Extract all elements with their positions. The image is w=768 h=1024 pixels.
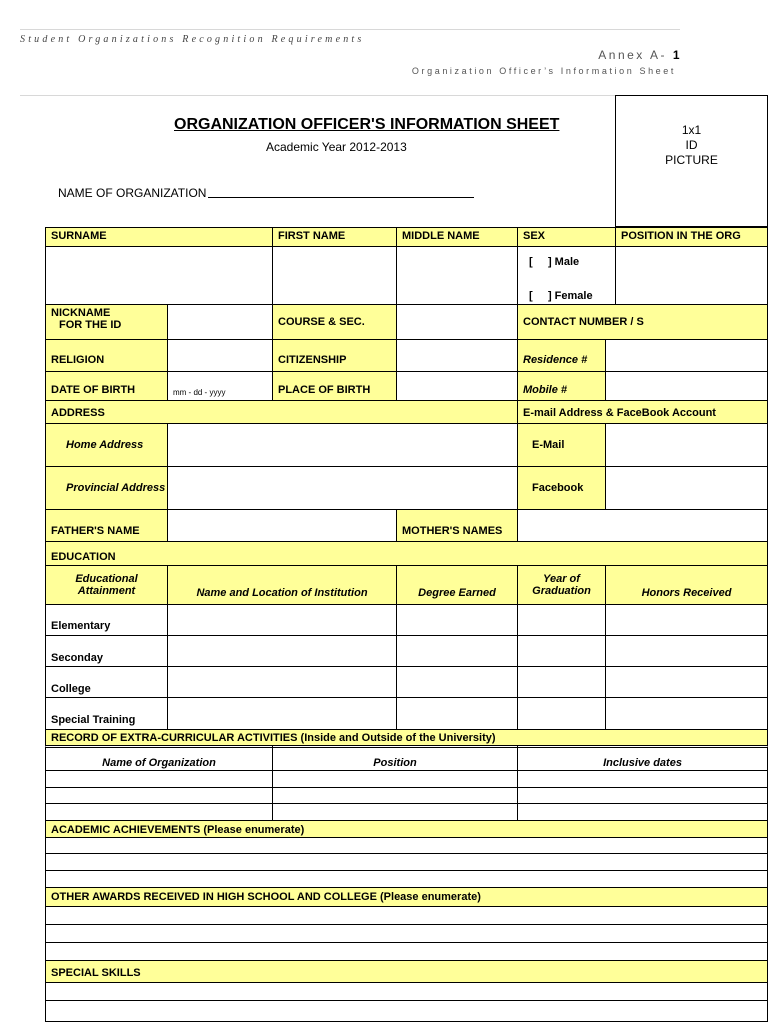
org-name-line[interactable] xyxy=(208,197,474,198)
middle-name-input[interactable] xyxy=(396,246,518,305)
edu-col-honors: Honors Received xyxy=(605,565,768,605)
residence-label: Residence # xyxy=(517,339,606,372)
email-fb-header: E-mail Address & FaceBook Account xyxy=(517,400,768,424)
annex-number: 1 xyxy=(672,48,682,62)
extra-row-3-org[interactable] xyxy=(45,803,273,821)
provincial-address-label xyxy=(45,466,168,510)
citizenship-input[interactable] xyxy=(396,339,518,372)
mobile-label: Mobile # xyxy=(517,371,606,401)
extra-row-1-position[interactable] xyxy=(272,770,518,788)
edu-col-attainment-l1: Educational xyxy=(75,573,138,585)
edu-college-honors[interactable] xyxy=(605,666,768,698)
education-header: EDUCATION xyxy=(45,541,768,566)
mobile-input[interactable] xyxy=(605,371,768,401)
male-checkbox[interactable]: [ ] Male xyxy=(529,256,580,268)
edu-elementary-honors[interactable] xyxy=(605,604,768,636)
mother-name-input[interactable] xyxy=(517,509,768,542)
middle-name-header: MIDDLE NAME xyxy=(396,227,518,247)
first-name-input[interactable] xyxy=(272,246,397,305)
photo-picture: PICTURE xyxy=(665,153,718,167)
academic-year: Academic Year 2012-2013 xyxy=(266,140,407,154)
extra-row-3-position[interactable] xyxy=(272,803,518,821)
dob-input[interactable] xyxy=(167,371,273,401)
edu-col-attainment xyxy=(45,565,168,605)
first-name-header: FIRST NAME xyxy=(272,227,397,247)
religion-input[interactable] xyxy=(167,339,273,372)
academic-line-3[interactable] xyxy=(45,870,768,888)
awards-line-2[interactable] xyxy=(45,924,768,943)
extra-col-organization: Name of Organization xyxy=(45,745,273,771)
other-awards-header: OTHER AWARDS RECEIVED IN HIGH SCHOOL AND COLLEGE (Please enumerate) xyxy=(45,887,768,907)
edu-row-special-training: Special Training xyxy=(45,697,168,730)
academic-line-2[interactable] xyxy=(45,853,768,871)
academic-achievements-header: ACADEMIC ACHIEVEMENTS (Please enumerate) xyxy=(45,820,768,838)
facebook-input[interactable] xyxy=(605,466,768,510)
home-address-label xyxy=(45,423,168,467)
citizenship-label: CITIZENSHIP xyxy=(272,339,397,372)
edu-row-secondary: Seconday xyxy=(45,635,168,667)
extra-row-2-position[interactable] xyxy=(272,787,518,804)
edu-college-degree[interactable] xyxy=(396,666,518,698)
org-name-field[interactable] xyxy=(58,186,474,200)
photo-size: 1x1 xyxy=(681,123,702,137)
edu-col-year-l2: Graduation xyxy=(532,585,591,597)
edu-special-year[interactable] xyxy=(517,697,606,730)
edu-row-college: College xyxy=(45,666,168,698)
extra-curricular-header: RECORD OF EXTRA-CURRICULAR ACTIVITIES (Inside and Outside of the University) xyxy=(45,729,768,746)
email-input[interactable] xyxy=(605,423,768,467)
course-label: COURSE & SEC. xyxy=(272,304,397,340)
org-name-label: NAME OF ORGANIZATION xyxy=(58,186,207,200)
extra-row-3-dates[interactable] xyxy=(517,803,768,821)
religion-label: RELIGION xyxy=(45,339,168,372)
nickname-line1: NICKNAME xyxy=(51,307,111,319)
nickname-line2: FOR THE ID xyxy=(59,319,122,331)
edu-special-institution[interactable] xyxy=(167,697,397,730)
edu-row-elementary: Elementary xyxy=(45,604,168,636)
provincial-address-input[interactable] xyxy=(167,466,518,510)
dob-format-hint: mm - dd - yyyy xyxy=(173,388,226,397)
father-name-input[interactable] xyxy=(167,509,397,542)
edu-secondary-degree[interactable] xyxy=(396,635,518,667)
home-address-input[interactable] xyxy=(167,423,518,467)
contact-label: CONTACT NUMBER / S xyxy=(517,304,768,340)
header-left-text: Student Organizations Recognition Requirements xyxy=(20,34,365,45)
edu-special-degree[interactable] xyxy=(396,697,518,730)
pob-input[interactable] xyxy=(396,371,518,401)
email-label: E-Mail xyxy=(517,423,606,467)
home-address-text: Home Address xyxy=(66,439,144,451)
mother-name-label: MOTHER'S NAMES xyxy=(396,509,518,542)
annex-label xyxy=(598,48,682,62)
header-bottom-rule xyxy=(20,95,616,96)
edu-elementary-degree[interactable] xyxy=(396,604,518,636)
edu-col-institution: Name and Location of Institution xyxy=(167,565,397,605)
surname-header: SURNAME xyxy=(45,227,273,247)
edu-elementary-institution[interactable] xyxy=(167,604,397,636)
provincial-address-text: Provincial Address xyxy=(66,482,166,494)
edu-secondary-year[interactable] xyxy=(517,635,606,667)
position-input[interactable] xyxy=(615,246,768,305)
edu-col-degree: Degree Earned xyxy=(396,565,518,605)
edu-college-institution[interactable] xyxy=(167,666,397,698)
annex-prefix: Annex A- xyxy=(598,48,667,62)
sex-header: SEX xyxy=(517,227,616,247)
edu-col-year-l1: Year of xyxy=(543,573,580,585)
edu-secondary-institution[interactable] xyxy=(167,635,397,667)
nickname-input[interactable] xyxy=(167,304,273,340)
skills-line-2[interactable] xyxy=(45,1000,768,1022)
skills-line-1[interactable] xyxy=(45,982,768,1001)
edu-col-year xyxy=(517,565,606,605)
extra-col-dates: Inclusive dates xyxy=(517,745,768,771)
edu-secondary-honors[interactable] xyxy=(605,635,768,667)
photo-id: ID xyxy=(685,138,698,152)
academic-line-1[interactable] xyxy=(45,837,768,854)
dob-label: DATE OF BIRTH xyxy=(45,371,168,401)
address-header: ADDRESS xyxy=(45,400,518,424)
awards-line-1[interactable] xyxy=(45,906,768,925)
position-header: POSITION IN THE ORG xyxy=(615,227,768,247)
extra-row-1-org[interactable] xyxy=(45,770,273,788)
id-picture-box[interactable] xyxy=(615,95,768,227)
edu-special-honors[interactable] xyxy=(605,697,768,730)
form-title: ORGANIZATION OFFICER'S INFORMATION SHEET xyxy=(174,116,560,133)
edu-elementary-year[interactable] xyxy=(517,604,606,636)
nickname-label xyxy=(45,304,168,340)
extra-row-2-org[interactable] xyxy=(45,787,273,804)
edu-col-attainment-l2: Attainment xyxy=(77,585,136,597)
header-subtitle: Organization Officer’s Information Sheet xyxy=(411,66,676,76)
pob-label: PLACE OF BIRTH xyxy=(272,371,397,401)
header-top-rule xyxy=(20,29,680,30)
edu-college-year[interactable] xyxy=(517,666,606,698)
special-skills-header: SPECIAL SKILLS xyxy=(45,960,768,983)
facebook-label: Facebook xyxy=(517,466,606,510)
residence-input[interactable] xyxy=(605,339,768,372)
extra-col-position: Position xyxy=(272,745,518,771)
course-input[interactable] xyxy=(396,304,518,340)
surname-input[interactable] xyxy=(45,246,273,305)
awards-line-3[interactable] xyxy=(45,942,768,961)
father-name-label: FATHER'S NAME xyxy=(45,509,168,542)
extra-row-1-dates[interactable] xyxy=(517,770,768,788)
female-checkbox[interactable]: [ ] Female xyxy=(529,290,593,302)
extra-row-2-dates[interactable] xyxy=(517,787,768,804)
